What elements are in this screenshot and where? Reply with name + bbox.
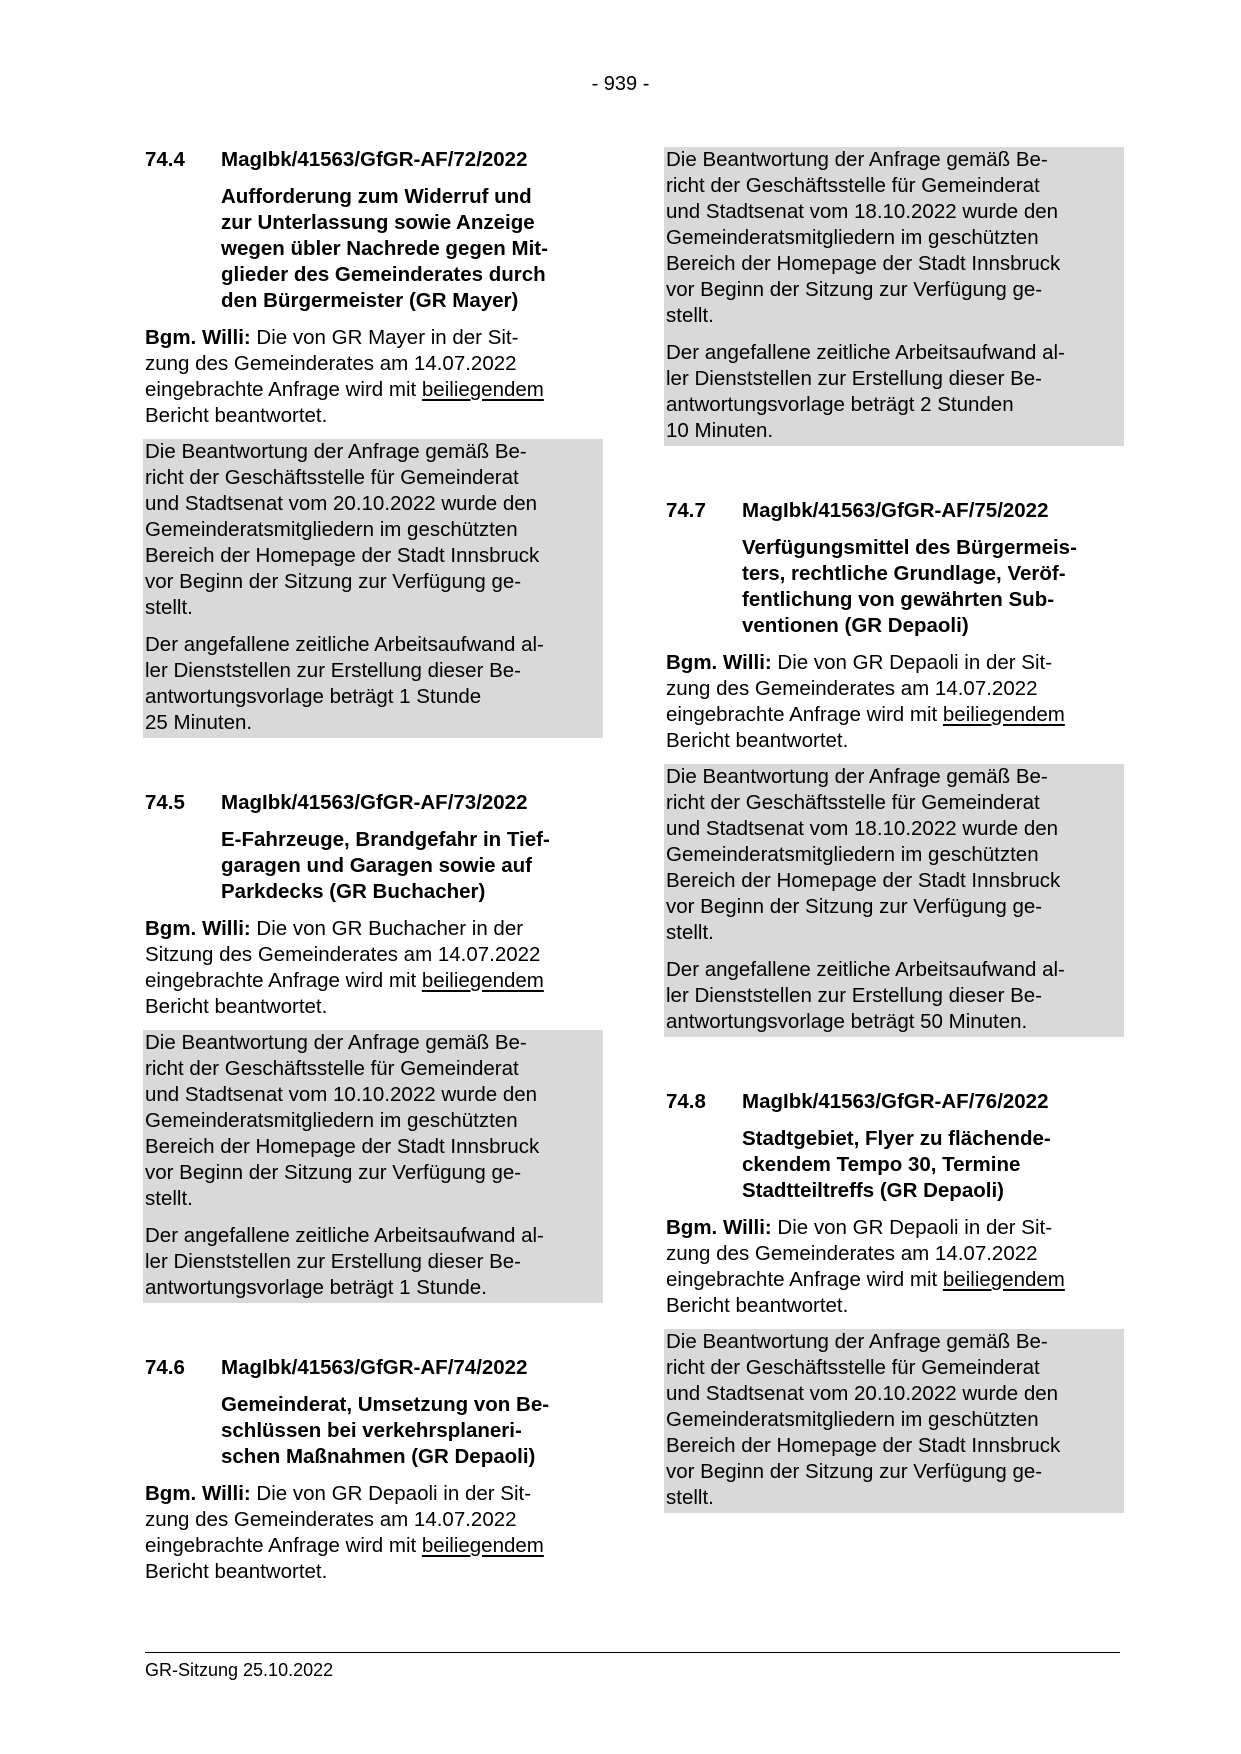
workload-line: Der angefallene zeitliche Arbeitsaufwand al- [666,341,1065,364]
workload-line: ler Dienststellen zur Erstellung dieser Be- [145,1250,521,1273]
item-reference: MagIbk/41563/GfGR-AF/76/2022 [742,1090,1049,1113]
speaker-label: Bgm. Willi: [145,917,251,940]
answer-publication-note [145,439,601,621]
item-title-line: Aufforderung zum Widerruf und [221,185,532,208]
workload-line: 10 Minuten. [666,419,774,442]
item-title-line: Stadtgebiet, Flyer zu flächende- [742,1127,1051,1150]
item-heading [666,1089,1124,1115]
agenda-item [145,790,603,1303]
answer-publication-line: Gemeinderatsmitgliedern im geschützten [666,843,1039,866]
workload-line: antwortungsvorlage beträgt 50 Minuten. [666,1010,1028,1033]
item-title [742,535,1124,639]
answer-publication-line: vor Beginn der Sitzung zur Verfügung ge- [666,1460,1043,1483]
item-title-line: E-Fahrzeuge, Brandgefahr in Tief- [221,828,550,851]
answer-publication-line: stellt. [666,921,714,944]
statement-line: eingebrachte Anfrage wird mit [145,378,422,401]
answer-note-box [664,147,1124,446]
page-number: - 939 - [591,73,650,95]
answer-publication-line: Bereich der Homepage der Stadt Innsbruck [666,252,1061,275]
speaker-label: Bgm. Willi: [666,651,772,674]
left-column [145,147,603,1637]
answer-publication-line: Die Beantwortung der Anfrage gemäß Be- [666,1330,1048,1353]
footer-divider [145,1652,1120,1653]
statement-line: Die von GR Buchacher in der [250,917,524,940]
mayor-statement [145,916,603,1020]
answer-publication-line: vor Beginn der Sitzung zur Verfügung ge- [145,570,522,593]
answer-publication-line: richt der Geschäftsstelle für Gemeinderat [666,1356,1040,1379]
answer-publication-line: stellt. [666,304,714,327]
item-title [742,1126,1124,1204]
statement-line: Die von GR Depaoli in der Sit- [771,1216,1053,1239]
statement-line: Bericht beantwortet. [145,995,328,1018]
item-heading [145,790,603,816]
answer-publication-line: und Stadtsenat vom 20.10.2022 wurde den [145,492,538,515]
statement-line: eingebrachte Anfrage wird mit [145,969,422,992]
answer-publication-note [666,147,1122,329]
answer-publication-line: und Stadtsenat vom 10.10.2022 wurde den [145,1083,538,1106]
workload-line: Der angefallene zeitliche Arbeitsaufwand al- [145,633,544,656]
workload-line: Der angefallene zeitliche Arbeitsaufwand al- [666,958,1065,981]
item-reference: MagIbk/41563/GfGR-AF/73/2022 [221,791,528,814]
agenda-item [145,1355,603,1585]
statement-line: eingebrachte Anfrage wird mit [666,703,943,726]
item-title-line: garagen und Garagen sowie auf [221,854,532,877]
statement-line: Bericht beantwortet. [666,729,849,752]
attachment-reference: beiliegendem [421,969,544,992]
answer-publication-line: Die Beantwortung der Anfrage gemäß Be- [145,1031,527,1054]
statement-line: eingebrachte Anfrage wird mit [145,1534,422,1557]
attachment-reference: beiliegendem [421,1534,544,1557]
statement-line: Die von GR Mayer in der Sit- [250,326,519,349]
item-reference: MagIbk/41563/GfGR-AF/72/2022 [221,148,528,171]
item-reference: MagIbk/41563/GfGR-AF/75/2022 [742,499,1049,522]
item-title-line: Parkdecks (GR Buchacher) [221,880,486,903]
item-title-line: schen Maßnahmen (GR Depaoli) [221,1445,536,1468]
answer-publication-line: vor Beginn der Sitzung zur Verfügung ge- [666,895,1043,918]
answer-publication-line: Bereich der Homepage der Stadt Innsbruck [145,1135,540,1158]
item-title-line: ters, rechtliche Grundlage, Veröf- [742,562,1066,585]
item-title [221,1392,603,1470]
item-heading [666,498,1124,524]
item-title-line: Gemeinderat, Umsetzung von Be- [221,1393,550,1416]
item-reference: MagIbk/41563/GfGR-AF/74/2022 [221,1356,528,1379]
answer-publication-line: Gemeinderatsmitgliedern im geschützten [666,226,1039,249]
mayor-statement [666,1215,1124,1319]
item-title-line: den Bürgermeister (GR Mayer) [221,289,519,312]
workload-note [145,632,601,736]
answer-note-box [143,1030,603,1303]
answer-publication-line: und Stadtsenat vom 18.10.2022 wurde den [666,817,1059,840]
answer-publication-line: Gemeinderatsmitgliedern im geschützten [145,1109,518,1132]
workload-line: ler Dienststellen zur Erstellung dieser Be- [666,984,1042,1007]
speaker-label: Bgm. Willi: [145,1482,251,1505]
item-number: 74.6 [145,1356,185,1379]
answer-publication-line: stellt. [666,1486,714,1509]
statement-line: Die von GR Depaoli in der Sit- [771,651,1053,674]
mayor-statement [145,325,603,429]
agenda-item [666,498,1124,1037]
workload-line: Der angefallene zeitliche Arbeitsaufwand al- [145,1224,544,1247]
agenda-item [666,1089,1124,1513]
item-number: 74.4 [145,148,185,171]
item-number: 74.5 [145,791,185,814]
workload-line: ler Dienststellen zur Erstellung dieser Be- [666,367,1042,390]
agenda-item [145,147,603,738]
answer-note-box [664,764,1124,1037]
speaker-label: Bgm. Willi: [666,1216,772,1239]
item-number: 74.7 [666,499,706,522]
workload-line: 25 Minuten. [145,711,253,734]
statement-line: Die von GR Depaoli in der Sit- [250,1482,532,1505]
answer-publication-note [666,764,1122,946]
answer-publication-line: Die Beantwortung der Anfrage gemäß Be- [666,765,1048,788]
answer-publication-line: vor Beginn der Sitzung zur Verfügung ge- [666,278,1043,301]
answer-publication-line: Die Beantwortung der Anfrage gemäß Be- [666,148,1048,171]
agenda-item [666,147,1124,446]
answer-publication-line: Bereich der Homepage der Stadt Innsbruck [145,544,540,567]
answer-publication-line: und Stadtsenat vom 18.10.2022 wurde den [666,200,1059,223]
item-title [221,184,603,314]
workload-line: antwortungsvorlage beträgt 1 Stunde [145,685,482,708]
answer-publication-line: richt der Geschäftsstelle für Gemeinderat [145,1057,519,1080]
answer-publication-line: stellt. [145,596,193,619]
item-title-line: schlüssen bei verkehrsplaneri- [221,1419,522,1442]
item-heading [145,147,603,173]
answer-publication-line: vor Beginn der Sitzung zur Verfügung ge- [145,1161,522,1184]
item-title-line: ventionen (GR Depaoli) [742,614,969,637]
right-column [666,147,1124,1565]
statement-line: zung des Gemeinderates am 14.07.2022 [145,1508,517,1531]
statement-line: zung des Gemeinderates am 14.07.2022 [145,352,517,375]
item-heading [145,1355,603,1381]
mayor-statement [666,650,1124,754]
answer-publication-line: richt der Geschäftsstelle für Gemeinderat [666,791,1040,814]
speaker-label: Bgm. Willi: [145,326,251,349]
workload-line: antwortungsvorlage beträgt 2 Stunden [666,393,1014,416]
answer-publication-line: Bereich der Homepage der Stadt Innsbruck [666,1434,1061,1457]
workload-line: antwortungsvorlage beträgt 1 Stunde. [145,1276,487,1299]
item-title [221,827,603,905]
statement-line: Sitzung des Gemeinderates am 14.07.2022 [145,943,541,966]
statement-line: Bericht beantwortet. [145,1560,328,1583]
statement-line: zung des Gemeinderates am 14.07.2022 [666,1242,1038,1265]
workload-note [666,340,1122,444]
item-title-line: Stadtteiltreffs (GR Depaoli) [742,1179,1004,1202]
mayor-statement [145,1481,603,1585]
answer-note-box [143,439,603,738]
footer-session-date: GR-Sitzung 25.10.2022 [145,1660,334,1680]
answer-publication-line: richt der Geschäftsstelle für Gemeinderat [666,174,1040,197]
answer-publication-line: Bereich der Homepage der Stadt Innsbruck [666,869,1061,892]
answer-publication-line: Gemeinderatsmitgliedern im geschützten [666,1408,1039,1431]
attachment-reference: beiliegendem [942,1268,1065,1291]
attachment-reference: beiliegendem [421,378,544,401]
statement-line: zung des Gemeinderates am 14.07.2022 [666,677,1038,700]
answer-publication-line: richt der Geschäftsstelle für Gemeinderat [145,466,519,489]
item-title-line: glieder des Gemeinderates durch [221,263,546,286]
answer-publication-note [666,1329,1122,1511]
workload-line: ler Dienststellen zur Erstellung dieser Be- [145,659,521,682]
answer-publication-note [145,1030,601,1212]
statement-line: Bericht beantwortet. [145,404,328,427]
statement-line: Bericht beantwortet. [666,1294,849,1317]
answer-note-box [664,1329,1124,1513]
workload-note [145,1223,601,1301]
item-title-line: zur Unterlassung sowie Anzeige [221,211,535,234]
item-title-line: Verfügungsmittel des Bürgermeis- [742,536,1077,559]
item-title-line: fentlichung von gewährten Sub- [742,588,1055,611]
workload-note [666,957,1122,1035]
answer-publication-line: stellt. [145,1187,193,1210]
answer-publication-line: und Stadtsenat vom 20.10.2022 wurde den [666,1382,1059,1405]
attachment-reference: beiliegendem [942,703,1065,726]
item-number: 74.8 [666,1090,706,1113]
answer-publication-line: Gemeinderatsmitgliedern im geschützten [145,518,518,541]
item-title-line: ckendem Tempo 30, Termine [742,1153,1021,1176]
answer-publication-line: Die Beantwortung der Anfrage gemäß Be- [145,440,527,463]
item-title-line: wegen übler Nachrede gegen Mit- [221,237,548,260]
statement-line: eingebrachte Anfrage wird mit [666,1268,943,1291]
